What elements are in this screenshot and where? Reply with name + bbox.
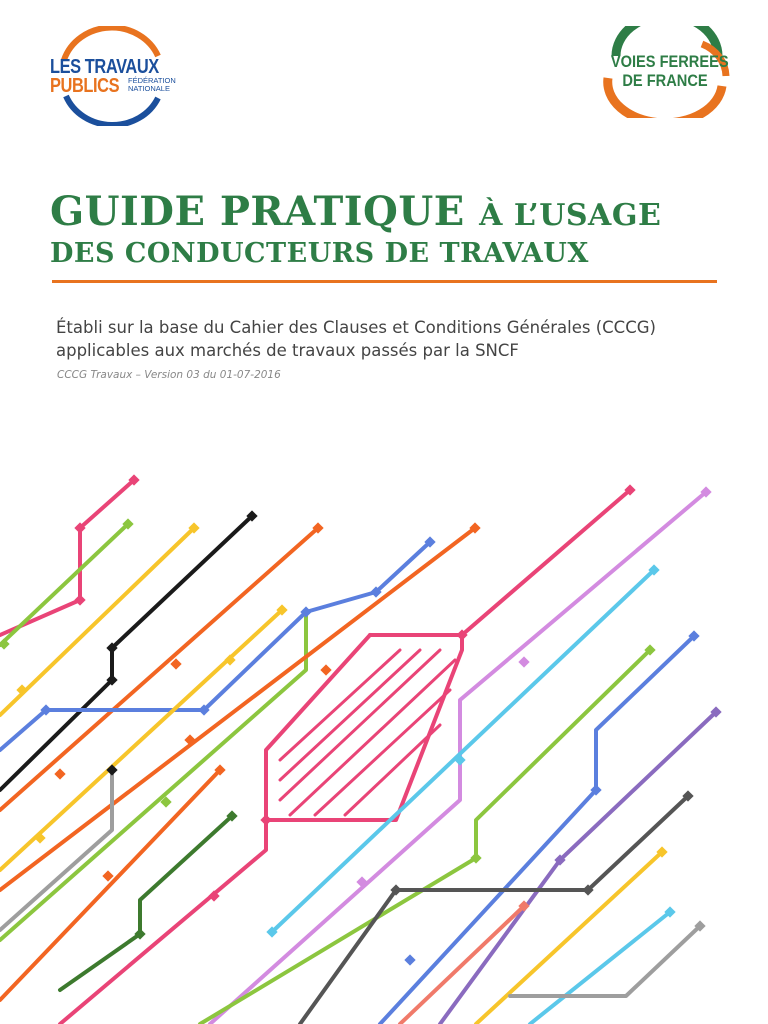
line-purple-1 xyxy=(440,712,716,1024)
line-pink-1 xyxy=(0,480,134,635)
page-title-line2: DES CONDUCTEURS DE TRAVAUX xyxy=(50,238,589,269)
line-gray-2 xyxy=(510,926,700,996)
title-underline xyxy=(52,280,717,283)
line-salmon-1 xyxy=(400,906,524,1024)
line-cyan-2 xyxy=(530,912,670,1024)
title-part2: À L’USAGE xyxy=(479,198,662,233)
track-nodes xyxy=(0,474,722,965)
logo-text-line1: LES TRAVAUX xyxy=(50,56,159,78)
line-green-1 xyxy=(0,524,128,645)
subtitle-line2: applicables aux marchés de travaux passés par la SNCF xyxy=(56,341,519,360)
subtitle xyxy=(56,316,736,362)
subtitle-line1: Établi sur la base du Cahier des Clauses et Conditions Générales (CCCG) xyxy=(56,318,656,337)
logo-vff-line2: DE FRANCE xyxy=(622,71,708,90)
logo-vff-line1: VOIES FERREES xyxy=(610,52,729,71)
line-yellow-2 xyxy=(0,610,282,870)
title-part1: GUIDE PRATIQUE xyxy=(50,188,465,235)
logo-travaux-publics xyxy=(46,26,176,126)
version-note: CCCG Travaux – Version 03 du 01-07-2016 xyxy=(57,369,281,381)
logo-text-line2: PUBLICS xyxy=(50,75,120,97)
logo-subtext xyxy=(128,77,188,93)
logo-subtext-1: FÉDÉRATION xyxy=(128,76,176,85)
railway-lines-illustration xyxy=(0,460,768,1024)
page-title xyxy=(50,188,661,235)
logo-subtext-2: NATIONALE xyxy=(128,84,170,93)
logo-voies-ferrees xyxy=(602,26,732,118)
